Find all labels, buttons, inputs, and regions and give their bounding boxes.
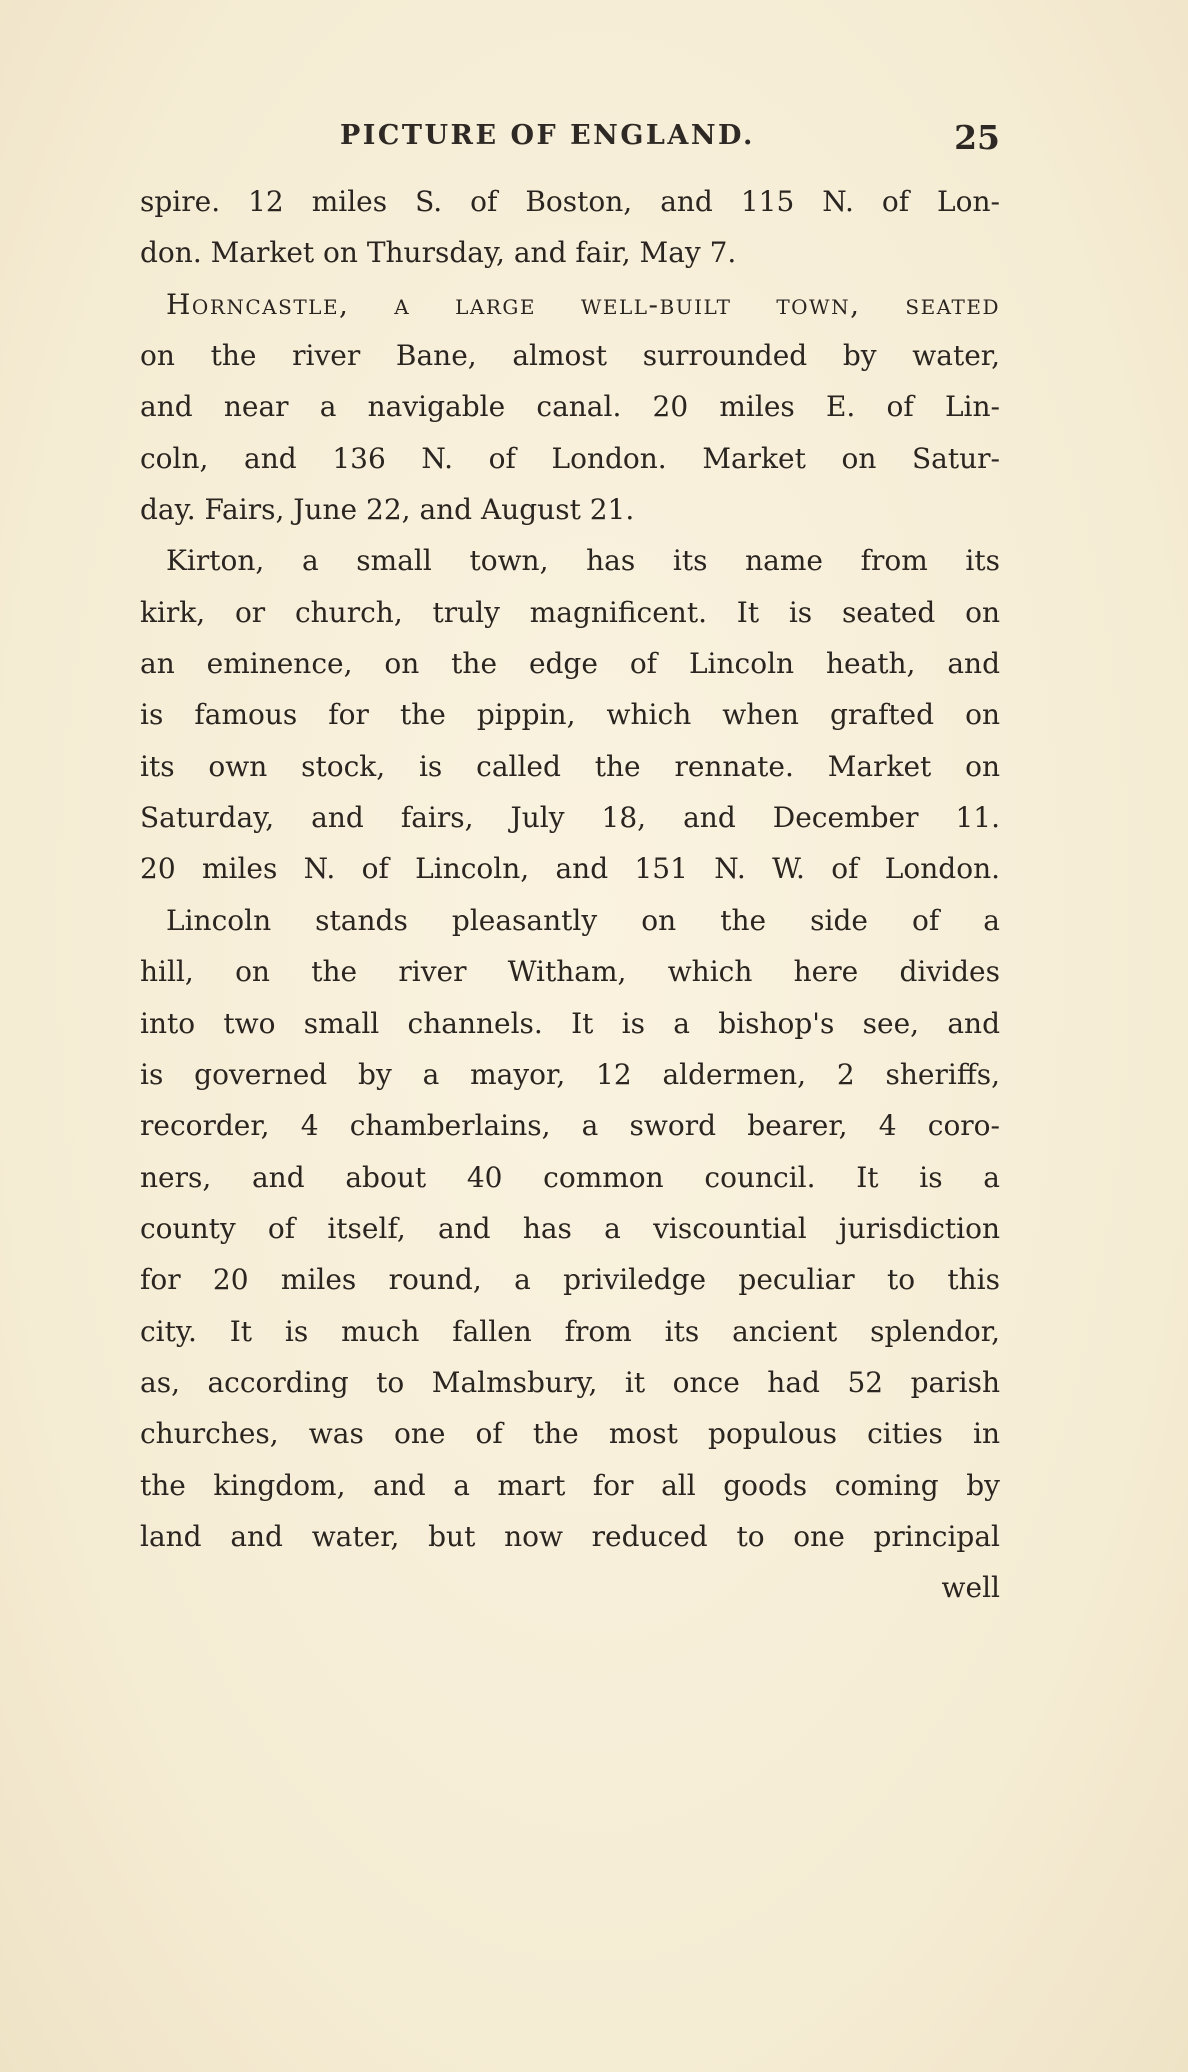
page-number: 25 bbox=[954, 118, 1000, 157]
text-line: Saturday, and fairs, July 18, and December 11. bbox=[140, 801, 1000, 835]
body-text bbox=[140, 176, 1000, 1614]
text-line: county of itself, and has a viscountial jurisdiction bbox=[140, 1211, 1000, 1245]
text-line: for 20 miles round, a priviledge peculiar to this bbox=[140, 1263, 1000, 1297]
text-line: recorder, 4 chamberlains, a sword bearer, 4 coro- bbox=[140, 1109, 1000, 1143]
text-line: into two small channels. It is a bishop's see, and bbox=[140, 1006, 1000, 1040]
text-line: Horncastle, a large well-built town, seated bbox=[166, 287, 1000, 321]
text-line: on the river Bane, almost surrounded by water, bbox=[140, 339, 1000, 373]
text-line: hill, on the river Witham, which here divides bbox=[140, 955, 1000, 989]
text-line: Lincoln stands pleasantly on the side of a bbox=[166, 903, 1000, 937]
text-line: and near a navigable canal. 20 miles E. of Lin- bbox=[140, 390, 1000, 424]
text-line: as, according to Malmsbury, it once had 52 parish bbox=[140, 1365, 1000, 1399]
text-line: is famous for the pippin, which when grafted on bbox=[140, 698, 1000, 732]
text-line: spire. 12 miles S. of Boston, and 115 N. of Lon- bbox=[140, 185, 1000, 218]
text-line: city. It is much fallen from its ancient splendor, bbox=[140, 1314, 1000, 1348]
text-line: kirk, or church, truly magnificent. It is seated on bbox=[140, 595, 1000, 629]
running-head: PICTURE OF ENGLAND. bbox=[340, 120, 755, 151]
text-line: the kingdom, and a mart for all goods coming by bbox=[140, 1468, 1000, 1502]
page-header bbox=[140, 118, 1000, 162]
text-line: ners, and about 40 common council. It is a bbox=[140, 1160, 1000, 1194]
text-line: don. Market on Thursday, and fair, May 7. bbox=[140, 236, 737, 270]
text-line: churches, was one of the most populous cities in bbox=[140, 1417, 1000, 1451]
text-line: 20 miles N. of Lincoln, and 151 N. W. of London. bbox=[140, 852, 1000, 886]
text-line: coln, and 136 N. of London. Market on Satur- bbox=[140, 441, 1000, 475]
text-line: Kirton, a small town, has its name from its bbox=[166, 544, 1000, 578]
text-line: land and water, but now reduced to one principal bbox=[140, 1519, 1000, 1553]
text-line: is governed by a mayor, 12 aldermen, 2 sheriffs, bbox=[140, 1057, 1000, 1091]
text-line: its own stock, is called the rennate. Market on bbox=[140, 749, 1000, 783]
text-line: an eminence, on the edge of Lincoln heath, and bbox=[140, 647, 1000, 681]
catchword: well bbox=[941, 1571, 1000, 1605]
text-line: day. Fairs, June 22, and August 21. bbox=[140, 493, 635, 527]
